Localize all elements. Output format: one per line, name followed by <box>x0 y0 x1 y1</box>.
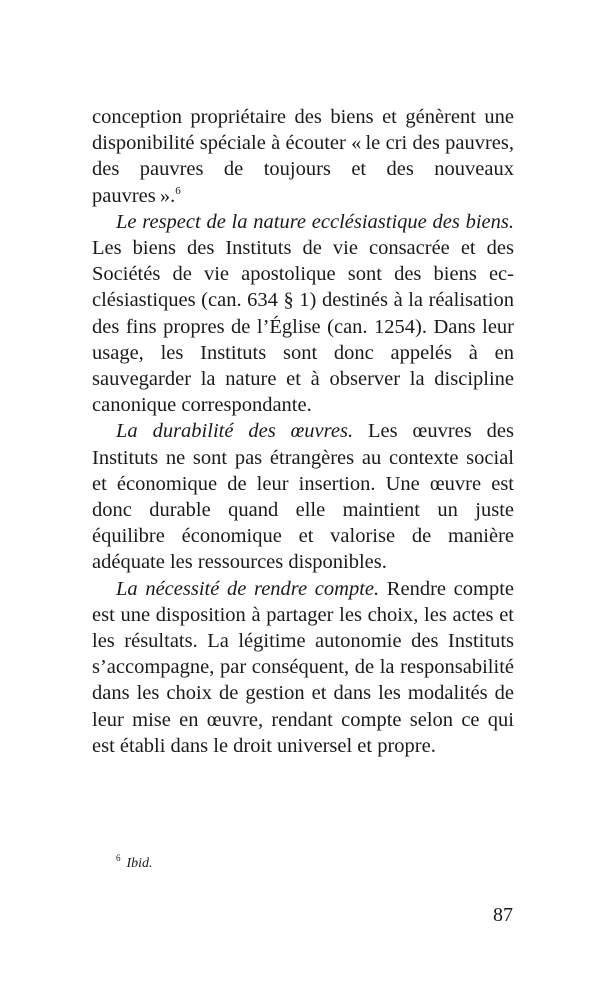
footnote <box>116 855 153 873</box>
paragraph-2-text: Les biens des Instituts de vie consacrée et des Sociétés de vie apostolique sont des biens ecclésiastiques (can. 634 § 1) destinés à la réalisation des fins propres de l’Église (can. 1254). Dans leur usage, les Instituts sont donc appelés à en sauvegarder la nature et à observer la discipline canonique correspondante. <box>92 237 514 417</box>
paragraph-4 <box>92 576 514 759</box>
footnote-reference[interactable]: 6 <box>175 184 181 197</box>
paragraph-4-lead: La nécessité de rendre compte. <box>116 577 380 600</box>
paragraph-2-lead: Le respect de la nature ecclésiastique des biens. <box>116 210 514 233</box>
paragraph-1-text: conception propriétaire des biens et génèrent une disponibilité spéciale à écouter « le cri des pauvres, des pauvres de toujours et des nouveaux pauvres ». <box>92 106 514 207</box>
page-body <box>92 104 514 759</box>
paragraph-3-lead: La durabilité des œuvres. <box>116 420 354 443</box>
paragraph-1 <box>92 104 514 209</box>
paragraph-3-text: Les œuvres des Instituts ne sont pas étrangères au contexte social et économique de leur insertion. Une œuvre est donc durable quand elle maintient un juste équilibre économique et valorise de manière adéquate les ressources disponibles. <box>92 420 515 574</box>
footnote-text: Ibid. <box>126 856 153 871</box>
paragraph-4-text: Rendre compte est une disposition à partager les choix, les actes et les résultats. La légitime autonomie des Instituts s’accompagne, par conséquent, de la responsabilité dans les choix de gestion et dans les modalités de leur mise en œuvre, rendant compte selon ce qui est établi dans le droit universel et propre. <box>92 577 514 757</box>
footnote-number: 6 <box>116 853 121 864</box>
paragraph-2 <box>92 209 514 419</box>
page-number: 87 <box>493 904 513 926</box>
paragraph-3 <box>92 418 514 575</box>
